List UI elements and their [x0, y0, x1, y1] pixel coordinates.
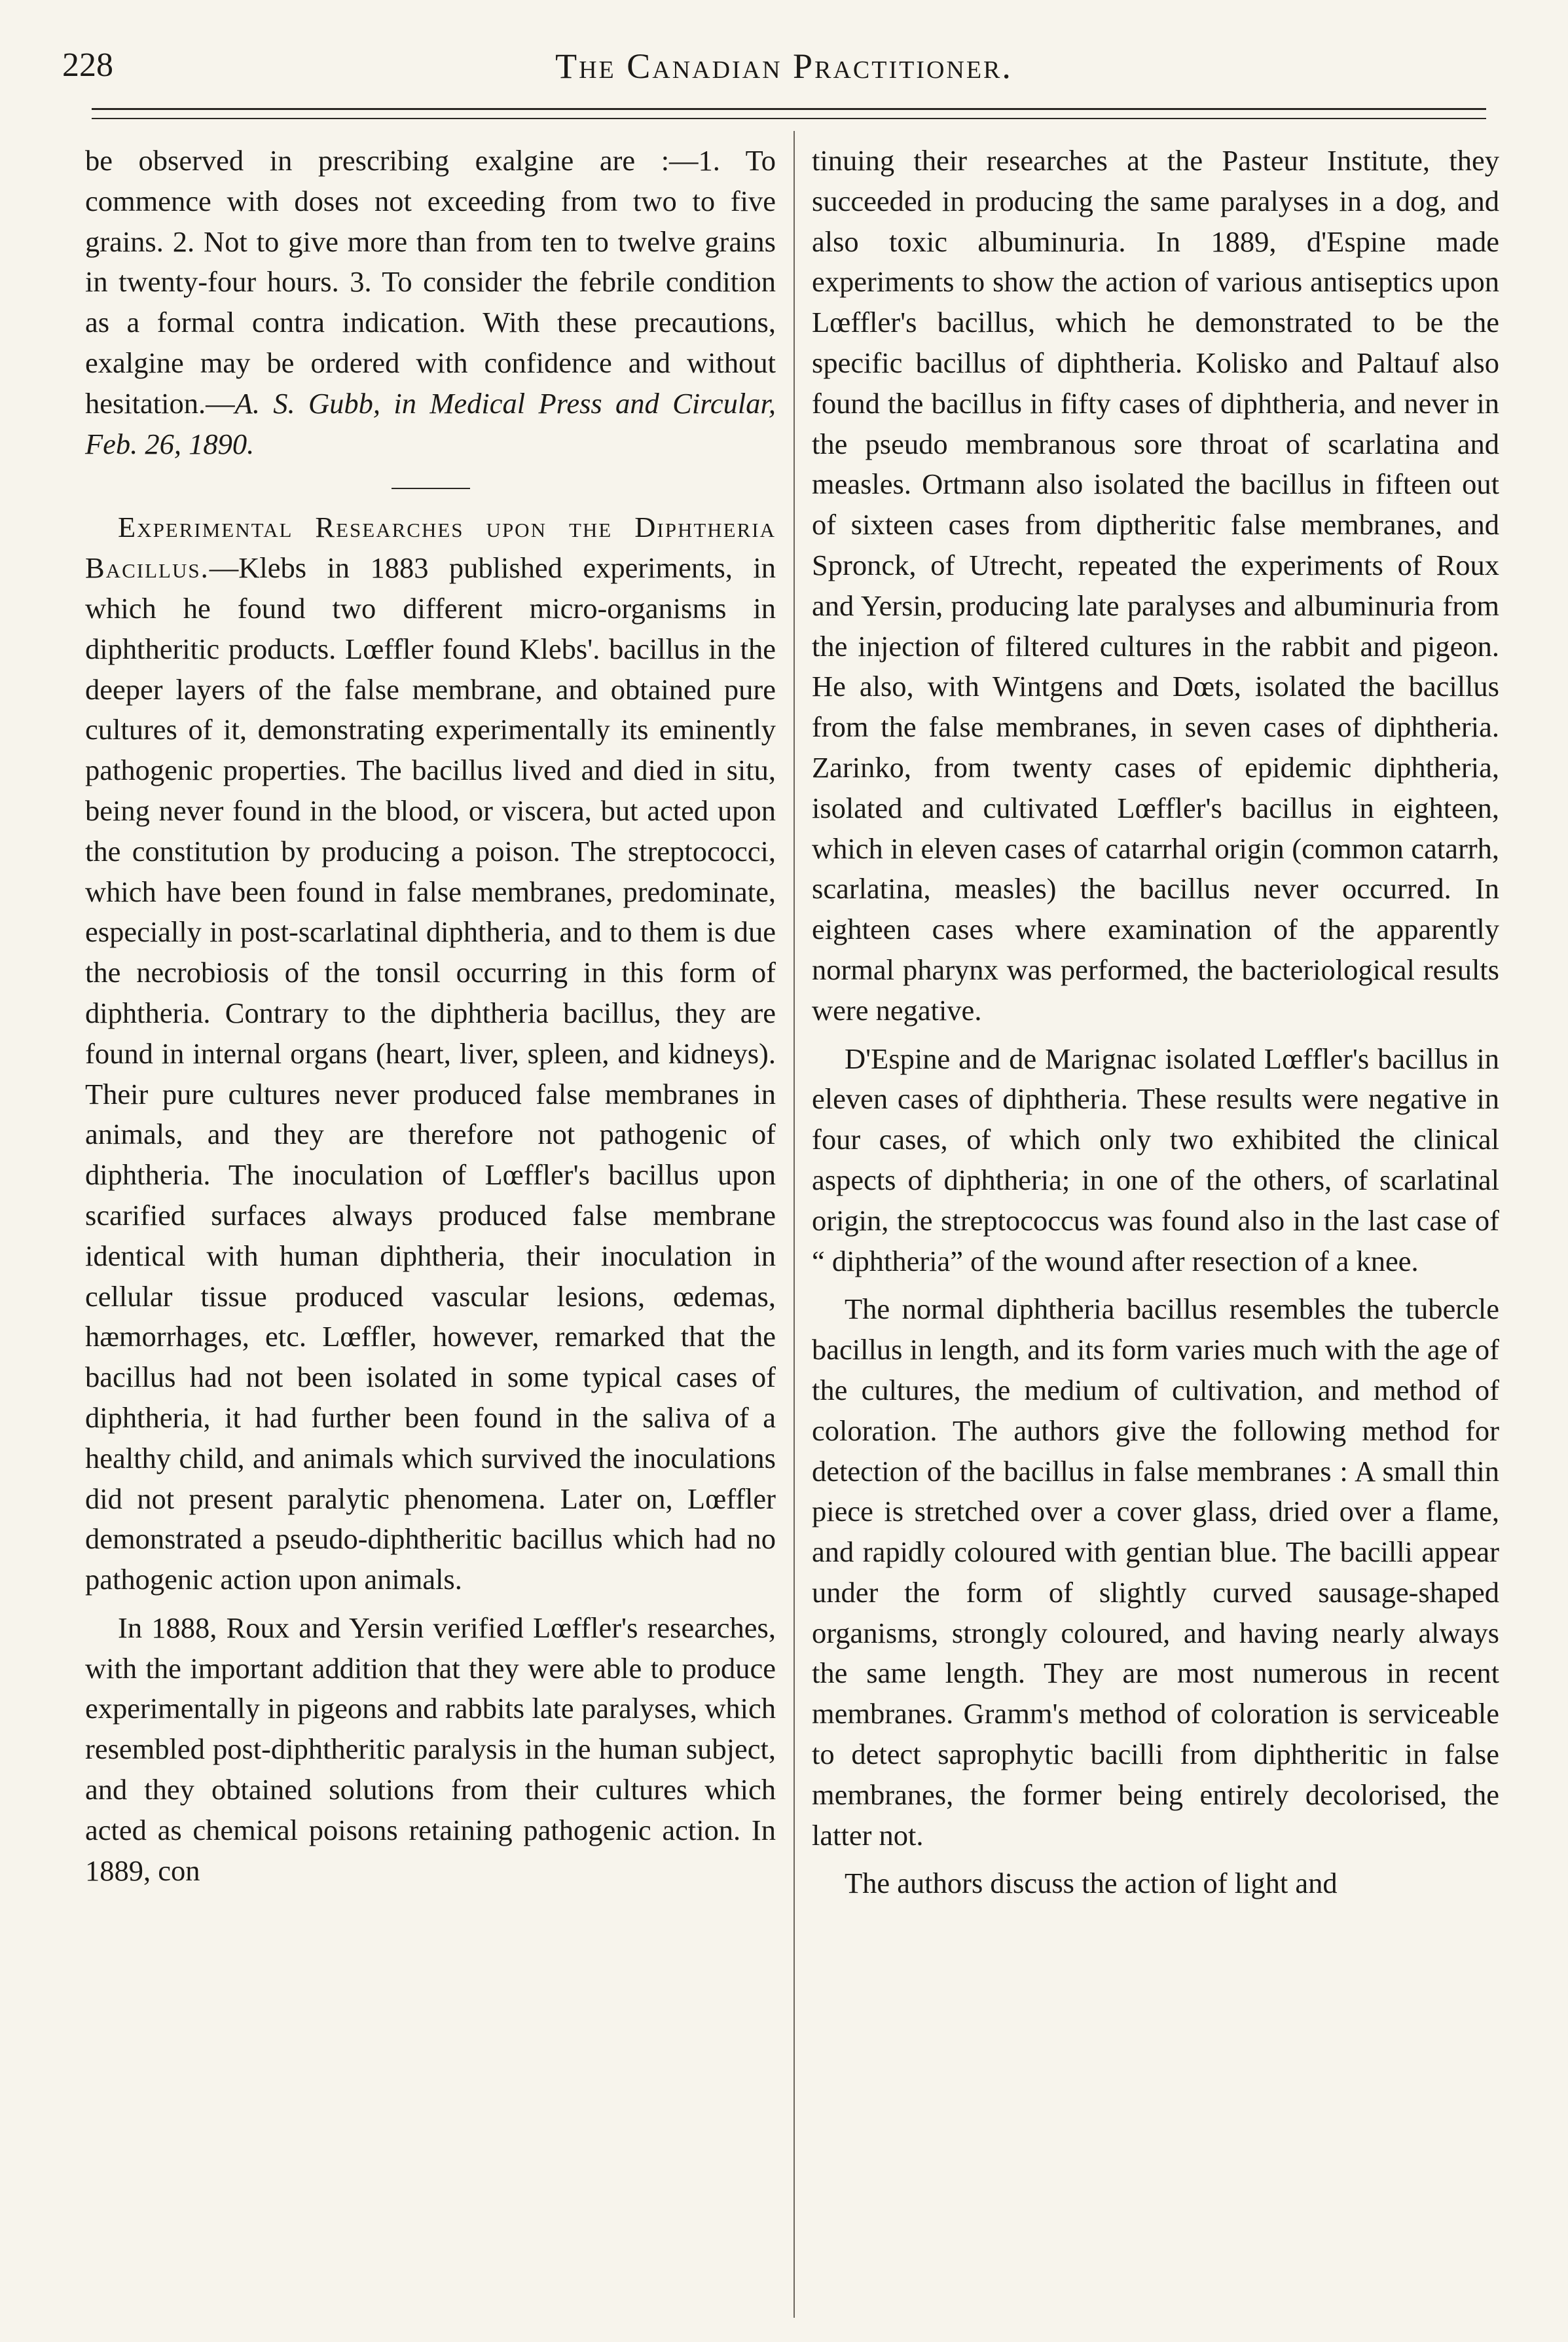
left-column [85, 141, 776, 1891]
citation: A. S. Gubb, in Medical Press and Circular, Feb. 26, 1890. [85, 386, 776, 460]
right-column [812, 141, 1499, 1904]
section-divider [392, 488, 470, 489]
paragraph: The normal diphtheria bacillus resembles the tubercle bacillus in length, and its form varies much with the age of the cultures, the medium of cultivation, and method of coloration. The authors give the following method for detection of the bacillus in false membranes : A small thin piece is stretched over a cover glass, dried over a flame, and rapidly coloured with gentian blue. The bacilli appear under the form of slightly curved sausage-shaped organisms, strongly coloured, and having nearly always the same length. They are most numerous in recent membranes. Gramm's method of coloration is serviceable to detect saprophytic bacilli from diphtheritic in false membranes, the former being entirely decolorised, the latter not. [812, 1292, 1499, 1852]
paragraph [85, 141, 776, 464]
page-number: 228 [62, 46, 113, 84]
paragraph [85, 507, 776, 1600]
section-title: Experimental Researches upon the Diphtheria Bacillus. [85, 511, 776, 585]
header-rule-thin [92, 118, 1486, 119]
page-header [0, 0, 1568, 131]
paragraph-text: —Klebs in 1883 published experiments, in which he found two different micro-organisms in diphtheritic products. Lœffler found Klebs'. bacillus in the deeper layers of the false membrane, and obtained pure cultures of it, demonstrating experimentally its eminently pathogenic properties. The bacillus lived and died in situ, being never found in the blood, or viscera, but acted upon the constitution by producing a poison. The streptococci, which have been found in false membranes, predominate, especially in post-scarlatinal diphtheria, and to them is due the necrobiosis of the tonsil occurring in this form of diphtheria. Contrary to the diphtheria bacillus, they are found in internal organs (heart, liver, spleen, and kidneys). Their pure cultures never produced false membranes in animals, and they are therefore not pathogenic of diphtheria. The inoculation of Lœffler's bacillus upon scarified surfaces always produced false membrane identical with human diphtheria, their inoculation in cellular tissue produced vascular lesions, œdemas, hæmorrhages, etc. Lœffler, however, remarked that the bacillus had not been isolated in some typical cases of diphtheria, it had further been found in the saliva of a healthy child, and animals which survived the inoculations did not present paralytic phenomena. Later on, Lœffler demonstrated a pseudo-diphtheritic bacillus which had no pathogenic action upon animals. [85, 551, 776, 1596]
paragraph: In 1888, Roux and Yersin verified Lœffler's researches, with the important addition that they were able to produce experimentally in pigeons and rabbits late paralyses, which resembled post-diphtheritic paralysis in the human subject, and they obtained solutions from their cultures which acted as chemical poisons retaining pathogenic action. In 1889, con [85, 1611, 776, 1887]
paragraph-text: be observed in prescribing exalgine are :—1. To commence with doses not exceeding from two to five grains. 2. Not to give more than from ten to twelve grains in twenty-four hours. 3. To consider the febrile condition as a formal contra indication. With these precautions, exalgine may be ordered with confidence and without hesitation.— [85, 144, 776, 420]
running-title: The Canadian Practitioner. [555, 46, 1013, 86]
paragraph: The authors discuss the action of light and [845, 1867, 1338, 1900]
header-rule [92, 108, 1486, 110]
paragraph: D'Espine and de Marignac isolated Lœffler's bacillus in eleven cases of diphtheria. These results were negative in four cases, of which only two exhibited the clinical aspects of diphtheria; in one of the others, of scarlatinal origin, the streptococcus was found also in the last case of “ diphtheria” of the wound after resection of a knee. [812, 1042, 1499, 1277]
column-divider [793, 131, 795, 2318]
paragraph: tinuing their researches at the Pasteur Institute, they succeeded in producing the same paralyses in a dog, and also toxic albuminuria. In 1889, d'Espine made experiments to show the action of various antiseptics upon Lœffler's bacillus, which he demonstrated to be the specific bacillus of diphtheria. Kolisko and Paltauf also found the bacillus in fifty cases of diphtheria, and never in the pseudo membranous sore throat of scarlatina and measles. Ortmann also isolated the bacillus in fifteen out of sixteen cases from diptheritic false membranes, and Spronck, of Utrecht, repeated the experiments of Roux and Yersin, producing late paralyses and albuminuria from the injection of filtered cultures in the rabbit and pigeon. He also, with Wintgens and Dœts, isolated the bacillus from the false membranes, in seven cases of diphtheria. Zarinko, from twenty cases of epidemic diphtheria, isolated and cultivated Lœffler's bacillus in eighteen, which in eleven cases of catarrhal origin (common catarrh, scarlatina, measles) the bacillus never occurred. In eighteen cases where examination of the apparently normal pharynx was performed, the bacteriological results were negative. [812, 144, 1499, 1027]
